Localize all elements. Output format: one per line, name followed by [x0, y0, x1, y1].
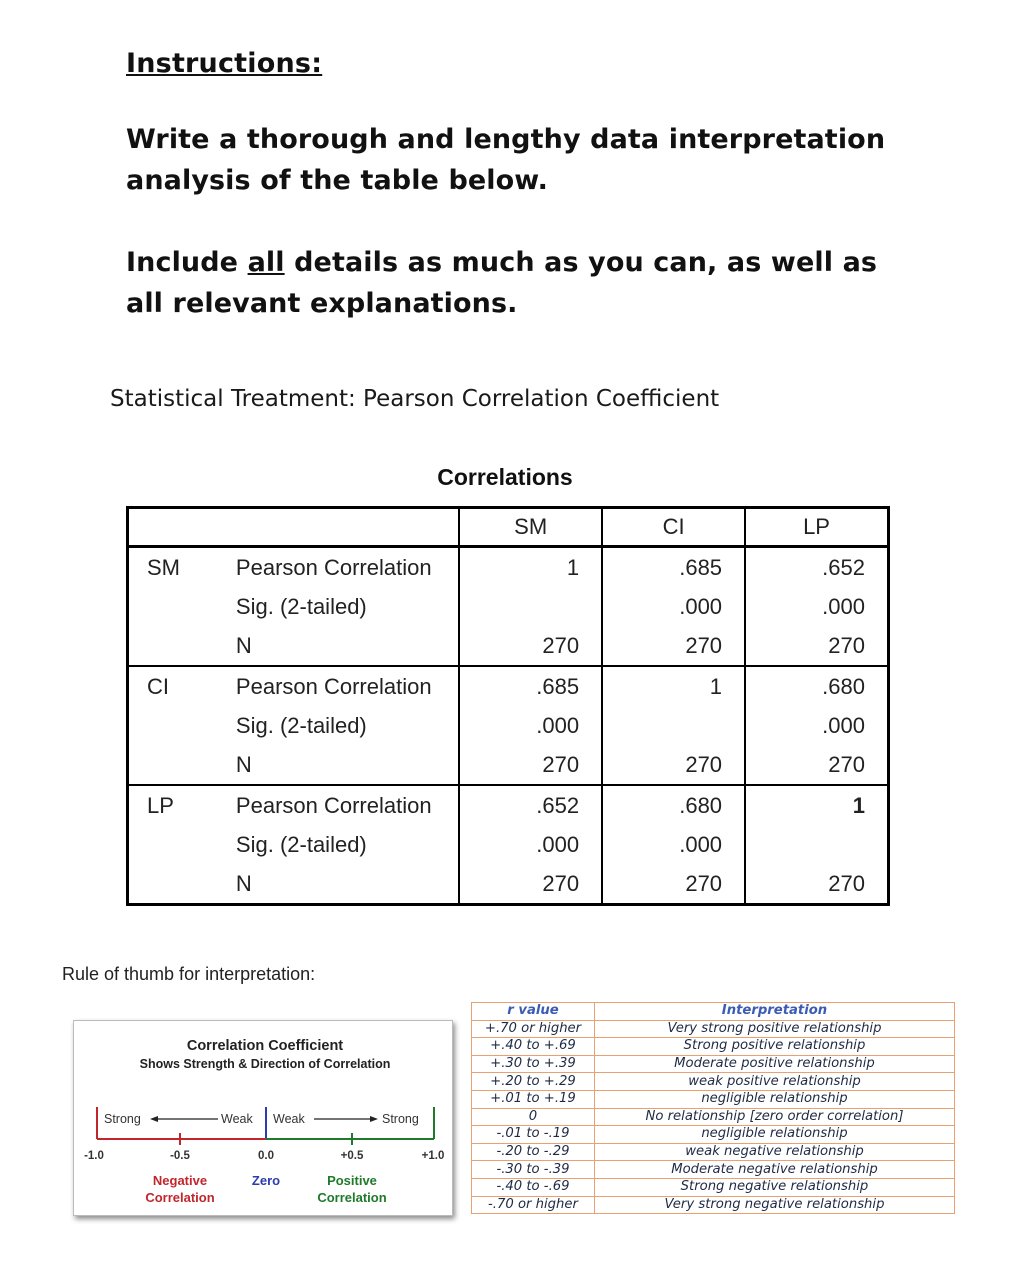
rule-interpretation-cell: negligible relationship — [595, 1090, 955, 1108]
table-cell: 270 — [602, 745, 745, 785]
table-row — [128, 706, 889, 745]
column-header-ci: CI — [602, 508, 745, 547]
correlations-title: Correlations — [437, 464, 573, 490]
row-stat-label: Sig. (2-tailed) — [235, 831, 367, 857]
rule-r-value-cell: +.30 to +.39 — [472, 1055, 595, 1073]
table-row — [472, 1020, 955, 1038]
row-variable-lp: LP — [147, 792, 174, 818]
positive-label-line-2: Correlation — [317, 1190, 387, 1205]
table-cell: .652 — [459, 785, 602, 825]
table-row — [472, 1178, 955, 1196]
table-cell: .680 — [745, 666, 888, 706]
rule-interpretation-cell: Very strong positive relationship — [595, 1020, 955, 1038]
rule-interpretation-cell: Moderate negative relationship — [595, 1161, 955, 1179]
strong-left-label: Strong — [104, 1112, 141, 1126]
rule-header-interpretation: Interpretation — [595, 1003, 955, 1021]
tick-label-pos-one: +1.0 — [421, 1150, 445, 1162]
row-variable-ci: CI — [147, 673, 169, 699]
table-cell: 1 — [459, 547, 602, 588]
strong-right-label: Strong — [382, 1112, 419, 1126]
coefficient-scale-svg — [74, 1021, 452, 1215]
instructions-paragraph-2 — [126, 242, 906, 324]
rule-of-thumb-label: Rule of thumb for interpretation: — [62, 964, 316, 984]
rule-r-value-cell: +.20 to +.29 — [472, 1073, 595, 1091]
rule-r-value-cell: 0 — [472, 1108, 595, 1126]
row-stat-label: N — [236, 626, 459, 666]
rule-r-value-cell: -.40 to -.69 — [472, 1178, 595, 1196]
row-stat-label: N — [235, 870, 252, 896]
row-variable-empty — [128, 706, 236, 745]
table-cell: 270 — [745, 745, 888, 785]
rule-r-value-cell: -.70 or higher — [472, 1196, 595, 1214]
table-cell: 270 — [602, 626, 745, 666]
table-cell — [602, 706, 745, 745]
table-row — [128, 864, 889, 905]
table-row — [128, 547, 889, 588]
instructions-heading: Instructions: — [126, 48, 323, 79]
table-row — [128, 785, 889, 825]
weak-right-label: Weak — [273, 1112, 305, 1126]
table-cell: .685 — [602, 547, 745, 588]
tick-label-pos-half: +0.5 — [340, 1150, 364, 1162]
row-variable-empty — [128, 825, 236, 864]
correlations-header-row — [128, 508, 889, 547]
row-stat-label: Sig. (2-tailed) — [235, 593, 367, 619]
correlation-coefficient-graphic — [73, 1020, 453, 1216]
weak-left-label: Weak — [221, 1112, 253, 1126]
row-variable-empty — [128, 864, 236, 905]
table-row — [128, 666, 889, 706]
rule-interpretation-cell: Strong positive relationship — [595, 1038, 955, 1056]
table-cell: .680 — [602, 785, 745, 825]
table-cell: 270 — [745, 626, 888, 666]
table-cell: .000 — [745, 587, 888, 626]
rule-interpretation-cell: weak negative relationship — [595, 1143, 955, 1161]
rule-header-row — [472, 1003, 955, 1021]
table-row — [472, 1090, 955, 1108]
table-row — [472, 1161, 955, 1179]
statistical-treatment-title: Statistical Treatment: Pearson Correlation Coefficient — [110, 386, 720, 412]
table-cell: .000 — [459, 706, 602, 745]
table-cell: 270 — [459, 626, 602, 666]
header-blank-var — [128, 508, 236, 547]
row-variable-empty — [128, 587, 236, 626]
rule-interpretation-cell: weak positive relationship — [595, 1073, 955, 1091]
rule-header-r-value: r value — [472, 1003, 595, 1021]
row-stat-label: Sig. (2-tailed) — [235, 712, 367, 738]
correlations-table — [126, 506, 890, 906]
table-cell — [745, 825, 888, 864]
coefficient-subtitle: Shows Strength & Direction of Correlation — [139, 1057, 391, 1071]
table-row — [472, 1038, 955, 1056]
rule-interpretation-cell: Very strong negative relationship — [595, 1196, 955, 1214]
table-cell — [459, 587, 602, 626]
table-row — [472, 1055, 955, 1073]
row-stat-label: Pearson Correlation — [235, 554, 432, 580]
table-row — [472, 1073, 955, 1091]
right-arrowhead-icon — [370, 1116, 378, 1122]
negative-label-line-1: Negative — [152, 1173, 208, 1188]
positive-label-line-1: Positive — [327, 1173, 377, 1188]
rule-interpretation-cell: No relationship [zero order correlation] — [595, 1108, 955, 1126]
table-row — [472, 1108, 955, 1126]
table-row — [472, 1143, 955, 1161]
table-cell: .685 — [459, 666, 602, 706]
table-cell: .000 — [459, 825, 602, 864]
negative-label-line-2: Correlation — [145, 1190, 215, 1205]
row-variable-empty — [128, 626, 236, 666]
left-arrowhead-icon — [150, 1116, 158, 1122]
table-cell: .000 — [745, 706, 888, 745]
table-cell: 270 — [602, 864, 745, 905]
rule-r-value-cell: +.40 to +.69 — [472, 1038, 595, 1056]
table-row — [128, 745, 889, 785]
table-cell: 1 — [602, 666, 745, 706]
paragraph-2-start: Include — [126, 247, 248, 278]
table-row — [472, 1126, 955, 1144]
table-cell: 270 — [459, 864, 602, 905]
table-row — [128, 587, 889, 626]
column-header-lp: LP — [745, 508, 888, 547]
table-cell: 270 — [459, 745, 602, 785]
paragraph-2-emphasis: all — [247, 247, 285, 278]
row-variable-empty — [128, 745, 236, 785]
instructions-paragraph-1: Write a thorough and lengthy data interpretation analysis of the table below. — [126, 124, 886, 196]
table-cell: .000 — [602, 825, 745, 864]
table-cell: 270 — [745, 864, 888, 905]
row-stat-label: Pearson Correlation — [235, 673, 432, 699]
table-row — [128, 626, 889, 666]
rule-r-value-cell: -.20 to -.29 — [472, 1143, 595, 1161]
instructions-block — [126, 48, 906, 324]
tick-label-neg-half: -0.5 — [170, 1150, 190, 1162]
rule-r-value-cell: -.30 to -.39 — [472, 1161, 595, 1179]
table-cell: .000 — [602, 587, 745, 626]
rule-interpretation-cell: Strong negative relationship — [595, 1178, 955, 1196]
rule-interpretation-cell: negligible relationship — [595, 1126, 955, 1144]
rule-interpretation-cell: Moderate positive relationship — [595, 1055, 955, 1073]
tick-label-zero: 0.0 — [258, 1150, 274, 1162]
zero-label: Zero — [251, 1173, 281, 1188]
row-stat-label: N — [236, 745, 459, 785]
tick-label-neg-one: -1.0 — [84, 1150, 104, 1162]
table-row — [472, 1196, 955, 1214]
column-header-sm: SM — [459, 508, 602, 547]
rule-r-value-cell: -.01 to -.19 — [472, 1126, 595, 1144]
header-blank-stat — [236, 508, 459, 547]
coefficient-title: Correlation Coefficient — [186, 1038, 344, 1054]
rule-r-value-cell: +.01 to +.19 — [472, 1090, 595, 1108]
table-row — [128, 825, 889, 864]
table-cell: 1 — [745, 785, 888, 825]
rule-r-value-cell: +.70 or higher — [472, 1020, 595, 1038]
rule-of-thumb-table — [471, 1002, 955, 1214]
paragraph-2-end: details as much as you can, as well as all relevant explanations. — [126, 247, 878, 319]
row-variable-sm: SM — [147, 554, 180, 580]
table-cell: .652 — [745, 547, 888, 588]
row-stat-label: Pearson Correlation — [235, 792, 432, 818]
